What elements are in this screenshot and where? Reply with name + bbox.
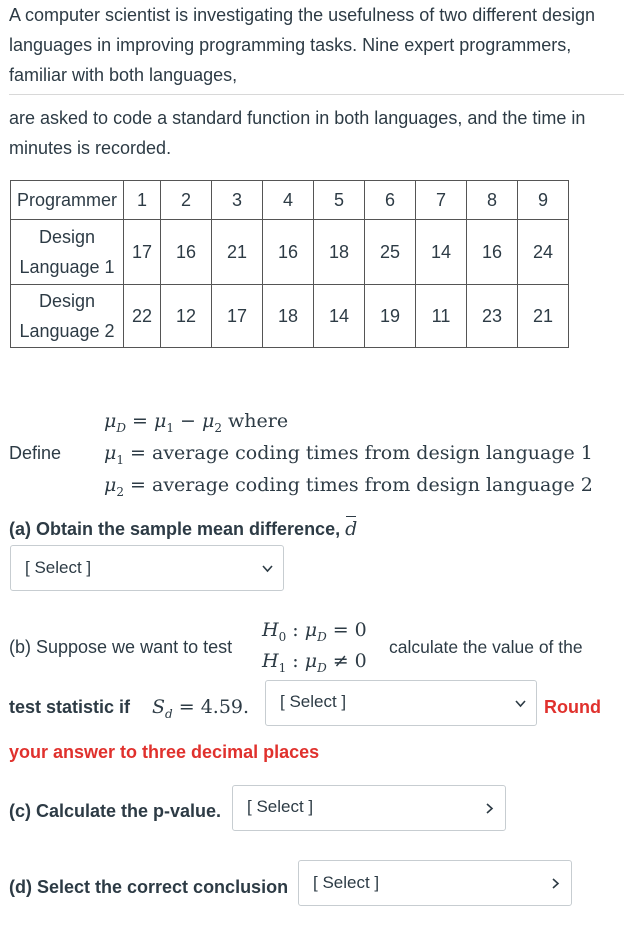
table-cell: 3	[212, 181, 263, 220]
mu2-description: average coding times from design language 2	[152, 474, 593, 496]
table-cell: 8	[467, 181, 518, 220]
define-label: Define	[9, 443, 62, 463]
chevron-right-icon	[549, 877, 562, 890]
table-cell: 17	[124, 220, 161, 285]
hypothesis-alt: $H_1$ : $\mu_D \ne 0$	[262, 650, 367, 675]
table-cell: 9	[518, 181, 569, 220]
part-a-prompt-text: (a) Obtain the sample mean difference,	[9, 519, 341, 539]
table-cell: 22	[124, 285, 161, 348]
sd-expression: $S_d = 4.59$.	[152, 696, 250, 721]
part-c-select-label: [ Select ]	[247, 797, 314, 816]
table-cell: 17	[212, 285, 263, 348]
sd-value: 4.59.	[200, 696, 250, 718]
table-cell: 19	[365, 285, 416, 348]
round-instruction: your answer to three decimal places	[9, 742, 320, 762]
coding-times-table	[10, 180, 569, 348]
define-equation-2: $\mu_1$ = average coding times from design language 1	[104, 442, 593, 467]
divider	[9, 94, 624, 95]
table-cell: 16	[263, 220, 314, 285]
define-equation-3: $\mu_2$ = average coding times from design language 2	[104, 474, 593, 499]
intro-paragraph-1: A computer scientist is investigating the usefulness of two different design languages in improving programming tasks. Nine expert programmers, familiar with both languages,	[9, 5, 595, 85]
part-d-prompt: (d) Select the correct conclusion	[9, 877, 289, 897]
chevron-down-icon	[261, 562, 274, 575]
part-b-prompt-end: calculate the value of the	[389, 637, 583, 657]
table-cell: 14	[416, 220, 467, 285]
where-text: where	[228, 410, 289, 432]
part-a-select-label: [ Select ]	[25, 558, 92, 577]
part-c-prompt: (c) Calculate the p-value.	[9, 801, 222, 821]
table-cell: 14	[314, 285, 365, 348]
table-cell: 12	[161, 285, 212, 348]
table-cell: 21	[518, 285, 569, 348]
define-equation-1: $\mu_D = \mu_1 - \mu_2$ where	[104, 410, 289, 435]
table-cell: 25	[365, 220, 416, 285]
table-cell: 16	[467, 220, 518, 285]
part-a-select[interactable]	[10, 545, 284, 591]
round-word: Round	[544, 697, 601, 717]
table-cell: 1	[124, 181, 161, 220]
part-d-select-label: [ Select ]	[313, 873, 380, 892]
table-cell: 5	[314, 181, 365, 220]
hypothesis-null: $H_0$ : $\mu_D = 0$	[262, 619, 367, 644]
table-cell: 21	[212, 220, 263, 285]
table-cell: 2	[161, 181, 212, 220]
chevron-right-icon	[483, 802, 496, 815]
table-header-label: Programmer	[11, 181, 124, 220]
table-cell: 7	[416, 181, 467, 220]
part-d-select[interactable]	[298, 860, 572, 906]
table-cell: 18	[263, 285, 314, 348]
table-cell: 24	[518, 220, 569, 285]
table-cell: 4	[263, 181, 314, 220]
table-cell: 18	[314, 220, 365, 285]
test-stat-label: test statistic if	[9, 697, 131, 717]
row-label-language-1: Design Language 1	[11, 220, 124, 285]
table-cell: 11	[416, 285, 467, 348]
part-b-prompt-start: (b) Suppose we want to test	[9, 637, 233, 657]
d-bar-symbol: d	[345, 518, 358, 540]
table-cell: 6	[365, 181, 416, 220]
table-cell: 16	[161, 220, 212, 285]
part-a-prompt	[9, 518, 357, 540]
table-cell: 23	[467, 285, 518, 348]
part-c-select[interactable]	[232, 785, 506, 831]
chevron-down-icon	[514, 697, 527, 710]
part-b-select-label: [ Select ]	[280, 692, 347, 711]
row-label-language-2: Design Language 2	[11, 285, 124, 348]
intro-paragraph-2: are asked to code a standard function in both languages, and the time in minutes is recorded.	[9, 108, 586, 158]
mu1-description: average coding times from design language 1	[152, 442, 593, 464]
part-b-select[interactable]	[265, 680, 537, 726]
